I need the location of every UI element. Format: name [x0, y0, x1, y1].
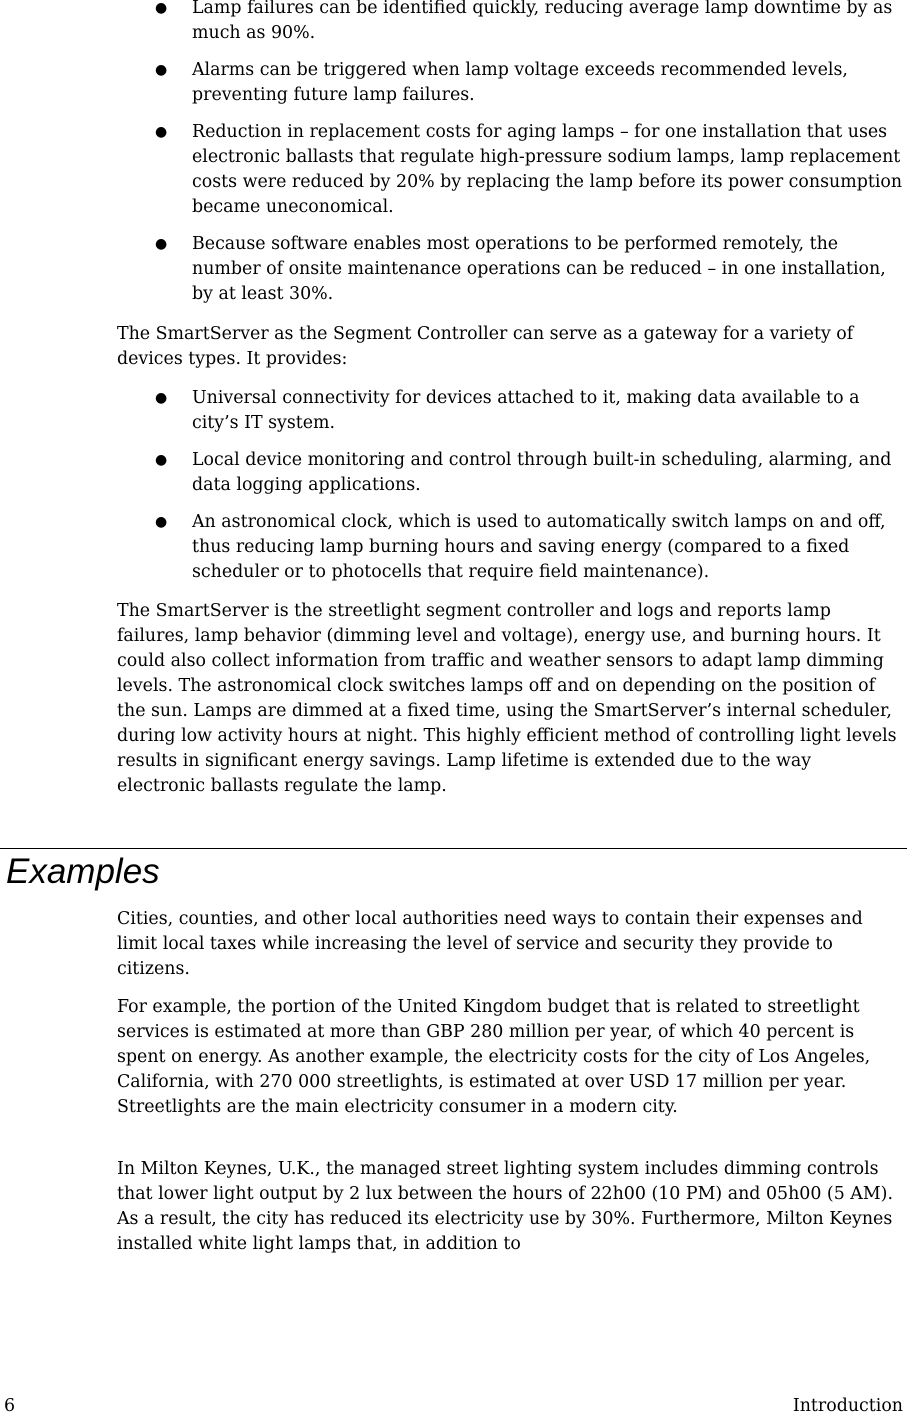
list-item: ● Reduction in replacement costs for aging lamps – for one installation that uses electronic ballasts that regulate high-pressure sodium lamps, lamp replacement costs were reduced by 20% by replacing the lamp before its power consumption became uneconomical.	[155, 122, 903, 217]
bullet-icon: ●	[155, 236, 168, 252]
bullet-icon: ●	[155, 452, 168, 468]
footer-section-title: Introduction	[792, 1396, 903, 1416]
bullet-icon: ●	[155, 124, 168, 140]
examples-paragraph-1: Cities, counties, and other local authorities need ways to contain their expenses and limit local taxes while increasing the level of service and security they provide to citizens.	[117, 909, 863, 979]
gateway-intro-paragraph: The SmartServer as the Segment Controller can serve as a gateway for a variety of devices types. It provides:	[117, 324, 854, 369]
segment-controller-paragraph: The SmartServer is the streetlight segment controller and logs and reports lamp failures, lamp behavior (dimming level and voltage), energy use, and burning hours. It could also collect information from traffic and weather sensors to adapt lamp dimming levels. The astronomical clock switches lamps off and on depending on the position of the sun. Lamps are dimmed at a fixed time, using the SmartServer’s internal scheduler, during low activity hours at night. This highly efficient method of controlling light levels results in significant energy savings. Lamp lifetime is extended due to the way electronic ballasts regulate the lamp.	[117, 601, 897, 796]
list-item: ● Universal connectivity for devices attached to it, making data available to a city’s IT system.	[155, 388, 860, 433]
section-heading-examples: Examples	[6, 852, 160, 891]
benefits-bullet-list	[0, 0, 907, 319]
bullet-icon: ●	[155, 390, 168, 406]
examples-paragraph-2: For example, the portion of the United Kingdom budget that is related to streetlight services is estimated at more than GBP 280 million per year, of which 40 percent is spent on energy. As another example, the electricity costs for the city of Los Angeles, California, with 270 000 streetlights, is estimated at over USD 17 million per year. Streetlights are the main electricity consumer in a modern city.	[117, 997, 871, 1117]
gateway-bullet-list	[0, 386, 907, 597]
bullet-icon: ●	[155, 0, 168, 16]
list-item: ● An astronomical clock, which is used to automatically switch lamps on and off, thus reducing lamp burning hours and saving energy (compared to a fixed scheduler or to photocells that require field maintenance).	[155, 512, 886, 582]
page-number: 6	[4, 1396, 16, 1416]
bullet-icon: ●	[155, 62, 168, 78]
list-item: ● Lamp failures can be identified quickly, reducing average lamp downtime by as much as 90%.	[0, 0, 907, 46]
examples-paragraph-3: In Milton Keynes, U.K., the managed street lighting system includes dimming controls that lower light output by 2 lux between the hours of 22h00 (10 PM) and 05h00 (5 AM). As a result, the city has reduced its electricity use by 30%. Furthermore, Milton Keynes installed white light lamps that, in addition to	[117, 1159, 893, 1254]
section-divider	[0, 848, 907, 849]
list-item: ● Alarms can be triggered when lamp voltage exceeds recommended levels, preventing future lamp failures.	[155, 60, 848, 105]
bullet-icon: ●	[155, 514, 168, 530]
list-item: ● Local device monitoring and control through built-in scheduling, alarming, and data logging applications.	[155, 450, 892, 495]
list-item: ● Because software enables most operations to be performed remotely, the number of onsite maintenance operations can be reduced – in one installation, by at least 30%.	[155, 234, 886, 304]
